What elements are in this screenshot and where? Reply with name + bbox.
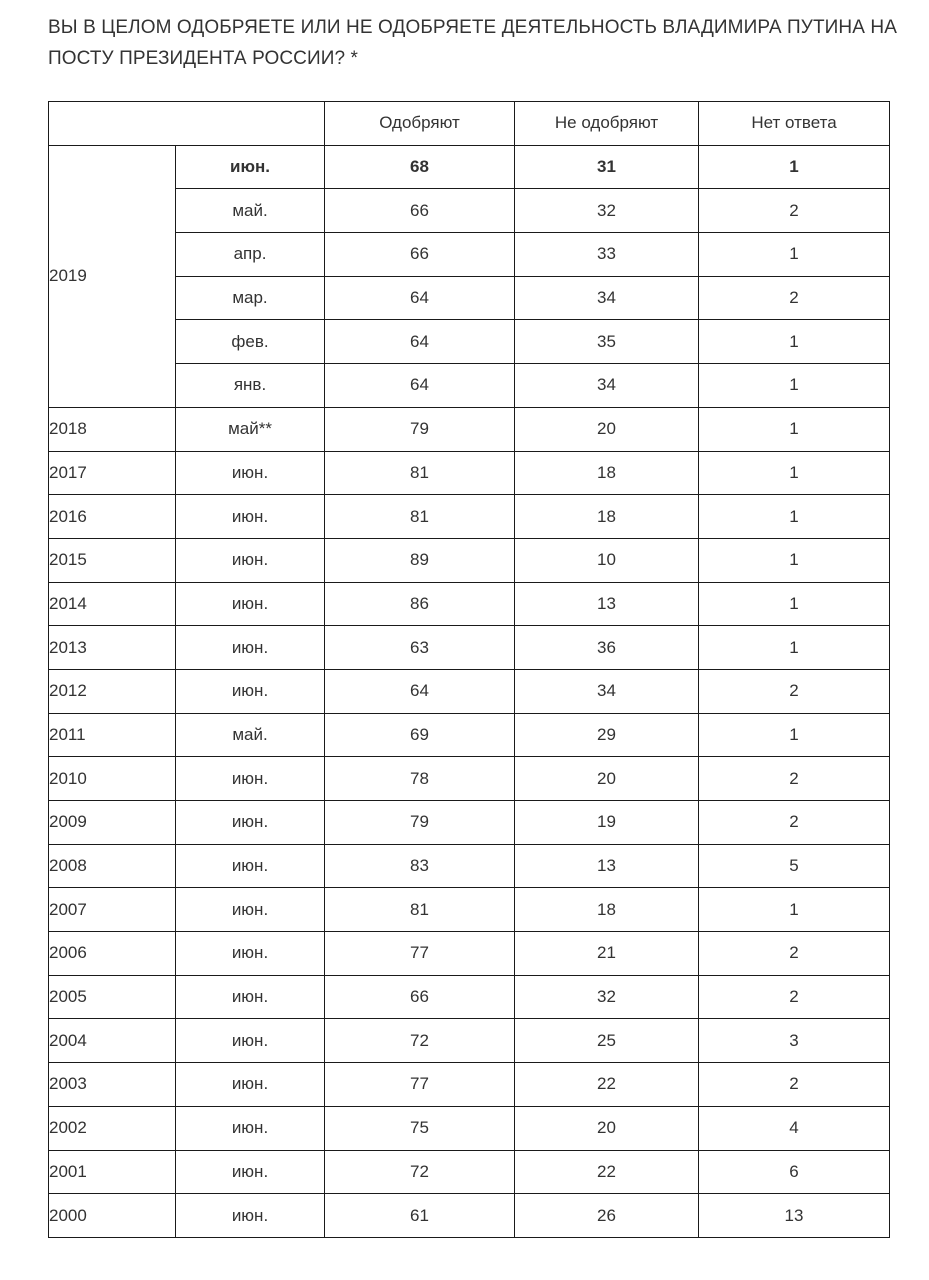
year-cell: 2004 (49, 1019, 176, 1063)
approve-cell: 63 (325, 626, 515, 670)
month-cell: май. (176, 189, 325, 233)
header-disapprove: Не одобряют (515, 102, 699, 146)
disapprove-cell: 20 (515, 407, 699, 451)
approve-cell: 86 (325, 582, 515, 626)
year-cell: 2017 (49, 451, 176, 495)
disapprove-cell: 32 (515, 189, 699, 233)
no-answer-cell: 1 (699, 364, 890, 408)
disapprove-cell: 33 (515, 233, 699, 277)
disapprove-cell: 29 (515, 713, 699, 757)
year-cell: 2019 (49, 145, 176, 407)
table-row (49, 975, 890, 1019)
no-answer-cell: 2 (699, 1063, 890, 1107)
table-row (49, 145, 890, 189)
no-answer-cell: 1 (699, 407, 890, 451)
year-cell: 2013 (49, 626, 176, 670)
no-answer-cell: 6 (699, 1150, 890, 1194)
no-answer-cell: 5 (699, 844, 890, 888)
month-cell: май** (176, 407, 325, 451)
table-body (49, 145, 890, 1237)
disapprove-cell: 18 (515, 888, 699, 932)
disapprove-cell: 32 (515, 975, 699, 1019)
no-answer-cell: 1 (699, 320, 890, 364)
table-row (49, 320, 890, 364)
disapprove-cell: 10 (515, 538, 699, 582)
header-no-answer: Нет ответа (699, 102, 890, 146)
year-cell: 2008 (49, 844, 176, 888)
month-cell: фев. (176, 320, 325, 364)
approve-cell: 64 (325, 276, 515, 320)
table-row (49, 932, 890, 976)
year-cell: 2002 (49, 1106, 176, 1150)
year-cell: 2006 (49, 932, 176, 976)
table-row (49, 757, 890, 801)
month-cell: июн. (176, 1150, 325, 1194)
year-cell: 2010 (49, 757, 176, 801)
disapprove-cell: 21 (515, 932, 699, 976)
table-row (49, 1194, 890, 1238)
year-cell: 2012 (49, 669, 176, 713)
year-cell: 2018 (49, 407, 176, 451)
no-answer-cell: 1 (699, 233, 890, 277)
header-row (49, 102, 890, 146)
no-answer-cell: 2 (699, 189, 890, 233)
table-row (49, 626, 890, 670)
disapprove-cell: 22 (515, 1150, 699, 1194)
disapprove-cell: 20 (515, 1106, 699, 1150)
year-cell: 2009 (49, 801, 176, 845)
month-cell: июн. (176, 844, 325, 888)
table-row (49, 844, 890, 888)
table-row (49, 582, 890, 626)
month-cell: июн. (176, 451, 325, 495)
disapprove-cell: 31 (515, 145, 699, 189)
no-answer-cell: 3 (699, 1019, 890, 1063)
disapprove-cell: 18 (515, 451, 699, 495)
approve-cell: 66 (325, 975, 515, 1019)
table-row (49, 1150, 890, 1194)
approve-cell: 66 (325, 189, 515, 233)
disapprove-cell: 26 (515, 1194, 699, 1238)
approve-cell: 75 (325, 1106, 515, 1150)
no-answer-cell: 2 (699, 975, 890, 1019)
table-row (49, 451, 890, 495)
year-cell: 2011 (49, 713, 176, 757)
year-cell: 2003 (49, 1063, 176, 1107)
disapprove-cell: 22 (515, 1063, 699, 1107)
no-answer-cell: 2 (699, 669, 890, 713)
approve-cell: 64 (325, 364, 515, 408)
month-cell: июн. (176, 801, 325, 845)
no-answer-cell: 1 (699, 626, 890, 670)
header-approve: Одобряют (325, 102, 515, 146)
month-cell: июн. (176, 538, 325, 582)
table-row (49, 1106, 890, 1150)
table-row (49, 538, 890, 582)
no-answer-cell: 2 (699, 276, 890, 320)
month-cell: май. (176, 713, 325, 757)
table-row (49, 364, 890, 408)
month-cell: июн. (176, 975, 325, 1019)
month-cell: июн. (176, 1063, 325, 1107)
no-answer-cell: 2 (699, 801, 890, 845)
year-cell: 2015 (49, 538, 176, 582)
disapprove-cell: 20 (515, 757, 699, 801)
month-cell: июн. (176, 582, 325, 626)
month-cell: июн. (176, 145, 325, 189)
approve-cell: 78 (325, 757, 515, 801)
no-answer-cell: 2 (699, 932, 890, 976)
disapprove-cell: 25 (515, 1019, 699, 1063)
month-cell: июн. (176, 1106, 325, 1150)
month-cell: янв. (176, 364, 325, 408)
approve-cell: 72 (325, 1019, 515, 1063)
disapprove-cell: 34 (515, 669, 699, 713)
approve-cell: 83 (325, 844, 515, 888)
disapprove-cell: 18 (515, 495, 699, 539)
month-cell: июн. (176, 626, 325, 670)
no-answer-cell: 1 (699, 582, 890, 626)
approve-cell: 89 (325, 538, 515, 582)
approve-cell: 68 (325, 145, 515, 189)
disapprove-cell: 36 (515, 626, 699, 670)
month-cell: апр. (176, 233, 325, 277)
no-answer-cell: 1 (699, 495, 890, 539)
approve-cell: 81 (325, 451, 515, 495)
no-answer-cell: 1 (699, 451, 890, 495)
approve-cell: 64 (325, 669, 515, 713)
approve-cell: 77 (325, 932, 515, 976)
table-row (49, 669, 890, 713)
table-row (49, 189, 890, 233)
approve-cell: 79 (325, 801, 515, 845)
month-cell: июн. (176, 932, 325, 976)
year-cell: 2007 (49, 888, 176, 932)
no-answer-cell: 1 (699, 145, 890, 189)
no-answer-cell: 1 (699, 538, 890, 582)
year-cell: 2001 (49, 1150, 176, 1194)
table-row (49, 233, 890, 277)
month-cell: июн. (176, 888, 325, 932)
approval-table (48, 101, 890, 1238)
approve-cell: 81 (325, 888, 515, 932)
disapprove-cell: 35 (515, 320, 699, 364)
no-answer-cell: 1 (699, 713, 890, 757)
disapprove-cell: 34 (515, 364, 699, 408)
table-row (49, 495, 890, 539)
no-answer-cell: 1 (699, 888, 890, 932)
survey-question: ВЫ В ЦЕЛОМ ОДОБРЯЕТЕ ИЛИ НЕ ОДОБРЯЕТЕ ДЕЯТЕЛЬНОСТЬ ВЛАДИМИРА ПУТИНА НА ПОСТУ ПРЕЗИДЕНТА РОССИИ? * (48, 17, 897, 69)
year-cell: 2014 (49, 582, 176, 626)
approve-cell: 66 (325, 233, 515, 277)
disapprove-cell: 13 (515, 582, 699, 626)
month-cell: июн. (176, 1194, 325, 1238)
disapprove-cell: 13 (515, 844, 699, 888)
disapprove-cell: 19 (515, 801, 699, 845)
year-cell: 2016 (49, 495, 176, 539)
year-cell: 2005 (49, 975, 176, 1019)
table-row (49, 407, 890, 451)
table-row (49, 713, 890, 757)
month-cell: июн. (176, 495, 325, 539)
approve-cell: 72 (325, 1150, 515, 1194)
no-answer-cell: 2 (699, 757, 890, 801)
header-empty-cell (49, 102, 325, 146)
month-cell: мар. (176, 276, 325, 320)
year-cell: 2000 (49, 1194, 176, 1238)
approve-cell: 64 (325, 320, 515, 364)
month-cell: июн. (176, 757, 325, 801)
table-row (49, 1019, 890, 1063)
approve-cell: 69 (325, 713, 515, 757)
approve-cell: 81 (325, 495, 515, 539)
disapprove-cell: 34 (515, 276, 699, 320)
table-row (49, 888, 890, 932)
approve-cell: 61 (325, 1194, 515, 1238)
month-cell: июн. (176, 1019, 325, 1063)
no-answer-cell: 13 (699, 1194, 890, 1238)
table-row (49, 1063, 890, 1107)
approve-cell: 77 (325, 1063, 515, 1107)
table-row (49, 276, 890, 320)
month-cell: июн. (176, 669, 325, 713)
no-answer-cell: 4 (699, 1106, 890, 1150)
table-row (49, 801, 890, 845)
approve-cell: 79 (325, 407, 515, 451)
